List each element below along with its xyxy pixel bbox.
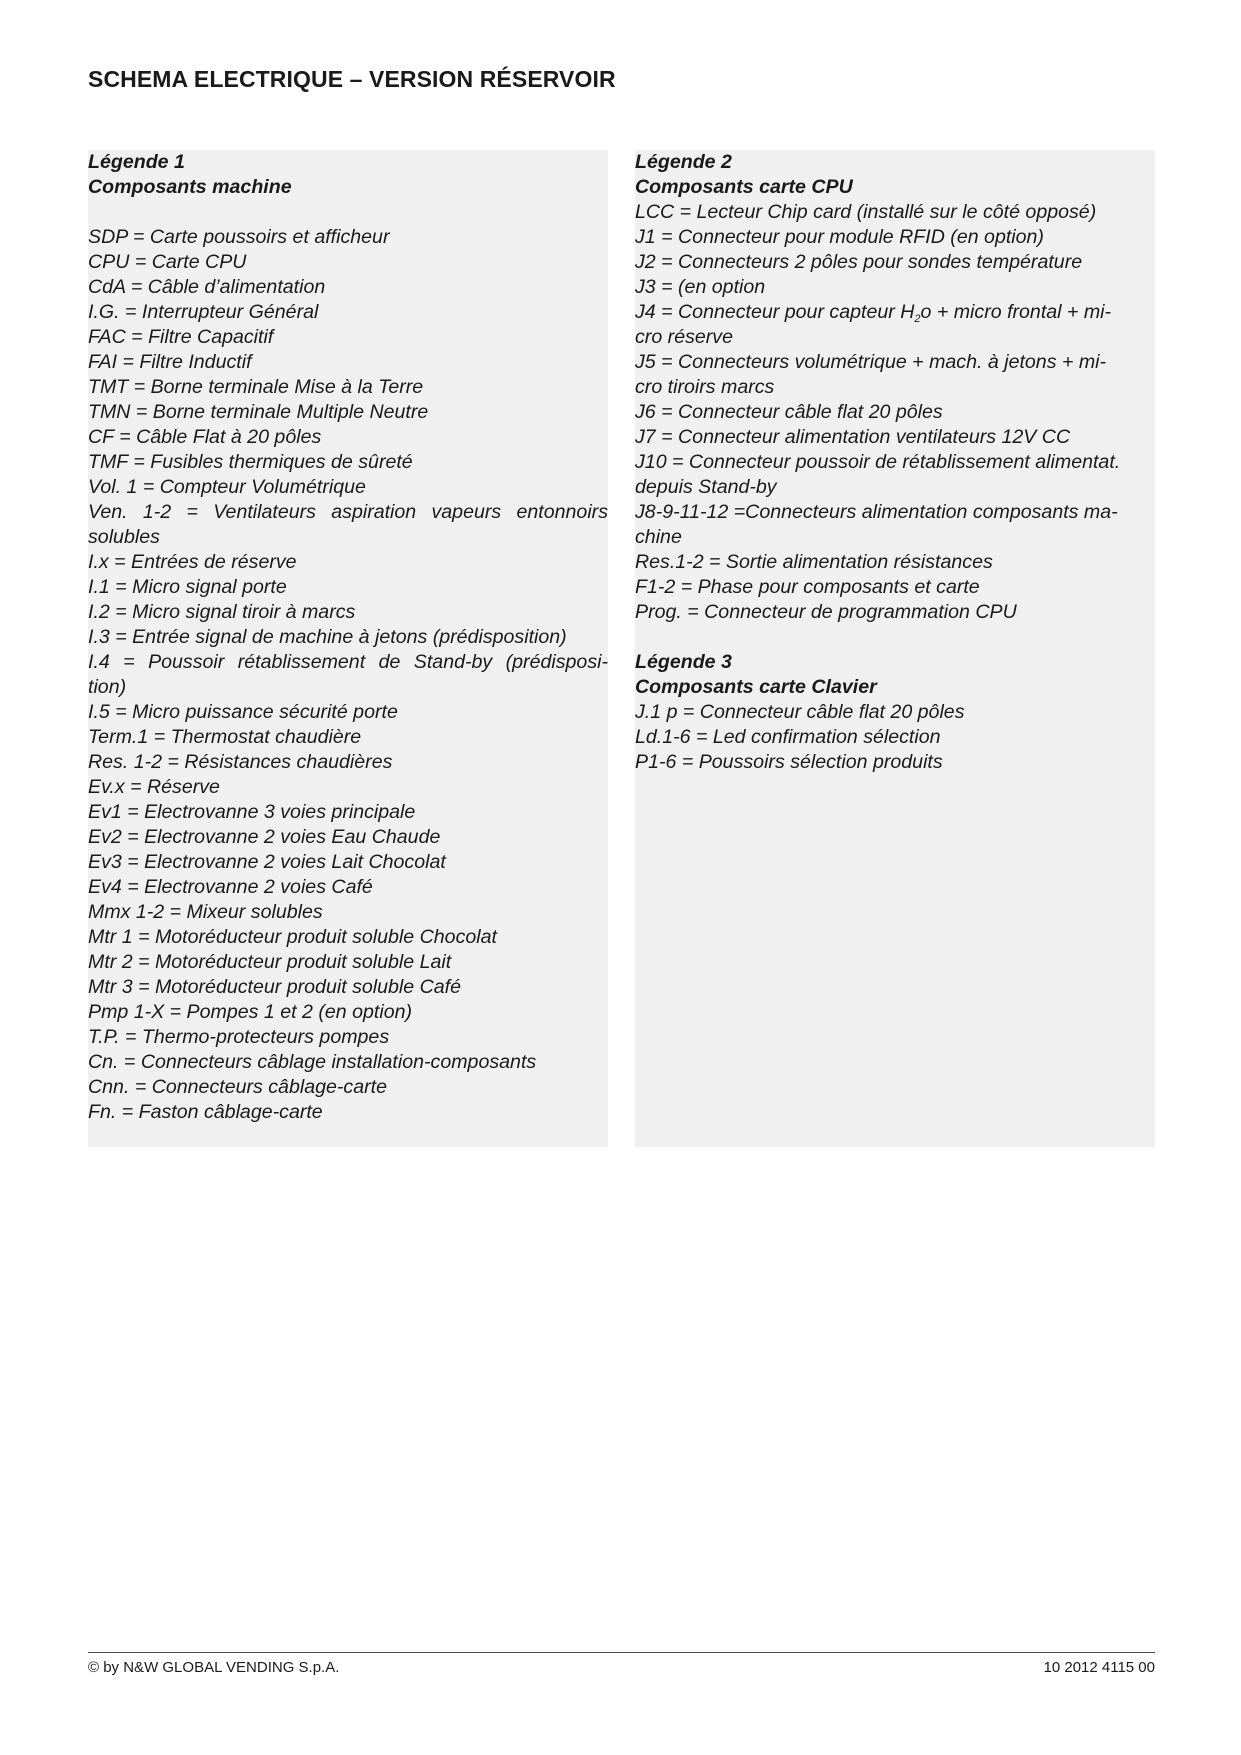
legend-1-item: Ven. 1-2 = Ventilateurs aspiration vapeurs entonnoirs bbox=[88, 501, 608, 523]
legend-1-item: Cn. = Connecteurs câblage installation-composants bbox=[88, 1051, 537, 1073]
legend-1-item: Ev2 = Electrovanne 2 voies Eau Chaude bbox=[88, 826, 441, 848]
legend-1-item: Pmp 1-X = Pompes 1 et 2 (en option) bbox=[88, 1001, 413, 1023]
legend-2-panel bbox=[635, 150, 1155, 1147]
legend-1-item: TMN = Borne terminale Multiple Neutre bbox=[88, 401, 429, 423]
legend-3-item: P1-6 = Poussoirs sélection produits bbox=[635, 751, 943, 773]
legend-2-item: F1-2 = Phase pour composants et carte bbox=[635, 576, 980, 598]
legend-2-item: Res.1-2 = Sortie alimentation résistances bbox=[635, 551, 993, 573]
legend-2-item: J8-9-11-12 =Connecteurs alimentation composants ma- bbox=[635, 501, 1118, 523]
legend-2-item: LCC = Lecteur Chip card (installé sur le côté opposé) bbox=[635, 201, 1097, 223]
legend-2-item: J6 = Connecteur câble flat 20 pôles bbox=[635, 401, 943, 423]
legend-1-item: Ev4 = Electrovanne 2 voies Café bbox=[88, 876, 373, 898]
legend-1-heading: Légende 1 bbox=[88, 151, 185, 173]
legend-2-item: J2 = Connecteurs 2 pôles pour sondes température bbox=[635, 251, 1083, 273]
footer-doc-number: 10 2012 4115 00 bbox=[1043, 1659, 1155, 1676]
legend-2-item: Prog. = Connecteur de programmation CPU bbox=[635, 601, 1017, 623]
legend-1-item: TMT = Borne terminale Mise à la Terre bbox=[88, 376, 424, 398]
legend-2-item: cro tiroirs marcs bbox=[635, 376, 775, 398]
legend-1-item: FAC = Filtre Capacitif bbox=[88, 326, 274, 348]
footer-copyright: © by N&W GLOBAL VENDING S.p.A. bbox=[88, 1659, 340, 1676]
legend-2-item: J7 = Connecteur alimentation ventilateurs 12V CC bbox=[635, 426, 1071, 448]
legend-1-item: Term.1 = Thermostat chaudière bbox=[88, 726, 362, 748]
legend-3-heading: Légende 3 bbox=[635, 651, 732, 673]
legend-1-item: CF = Câble Flat à 20 pôles bbox=[88, 426, 322, 448]
legend-1-item: CdA = Câble d’alimentation bbox=[88, 276, 326, 298]
legend-1-item: Mtr 3 = Motoréducteur produit soluble Café bbox=[88, 976, 462, 998]
footer-divider bbox=[88, 1652, 1155, 1653]
legend-1-item: Ev.x = Réserve bbox=[88, 776, 220, 798]
legend-3-item: J.1 p = Connecteur câble flat 20 pôles bbox=[635, 701, 965, 723]
legend-1-item: I.x = Entrées de réserve bbox=[88, 551, 297, 573]
legend-1-item: Mmx 1-2 = Mixeur solubles bbox=[88, 901, 323, 923]
legend-1-item: Cnn. = Connecteurs câblage-carte bbox=[88, 1076, 387, 1098]
legend-2-item: depuis Stand-by bbox=[635, 476, 777, 498]
legend-1-panel bbox=[88, 150, 608, 1147]
legend-1-item: I.1 = Micro signal porte bbox=[88, 576, 287, 598]
legend-2-item: J3 = (en option bbox=[635, 276, 766, 298]
legend-1-subheading: Composants machine bbox=[88, 176, 292, 198]
legend-2-item: J10 = Connecteur poussoir de rétablissement alimentat. bbox=[635, 451, 1121, 473]
legend-2-item: J1 = Connecteur pour module RFID (en option) bbox=[635, 226, 1044, 248]
spacer bbox=[88, 200, 608, 225]
page-title: SCHEMA ELECTRIQUE – VERSION RÉSERVOIR bbox=[88, 66, 616, 92]
legend-2-item: chine bbox=[635, 526, 682, 548]
legend-2-subheading: Composants carte CPU bbox=[635, 176, 853, 198]
legend-1-item: I.G. = Interrupteur Général bbox=[88, 301, 319, 323]
j4-text-part2: o + micro frontal + mi- bbox=[920, 301, 1112, 323]
legend-3-subheading: Composants carte Clavier bbox=[635, 676, 877, 698]
legend-1-item: I.2 = Micro signal tiroir à marcs bbox=[88, 601, 356, 623]
legend-1-item: tion) bbox=[88, 676, 127, 698]
spacer bbox=[635, 625, 1155, 650]
legend-1-item: I.5 = Micro puissance sécurité porte bbox=[88, 701, 398, 723]
legend-1-item: I.4 = Poussoir rétablissement de Stand-by (prédisposi- bbox=[88, 651, 608, 673]
legend-1-item: Vol. 1 = Compteur Volumétrique bbox=[88, 476, 366, 498]
legend-2-item: J5 = Connecteurs volumétrique + mach. à jetons + mi- bbox=[635, 351, 1107, 373]
legend-1-item: T.P. = Thermo-protecteurs pompes bbox=[88, 1026, 390, 1048]
legend-1-item: I.3 = Entrée signal de machine à jetons (prédisposition) bbox=[88, 626, 567, 648]
legend-1-item: TMF = Fusibles thermiques de sûreté bbox=[88, 451, 413, 473]
legend-3-item: Ld.1-6 = Led confirmation sélection bbox=[635, 726, 941, 748]
legend-1-item: Ev1 = Electrovanne 3 voies principale bbox=[88, 801, 416, 823]
legend-1-item: Mtr 1 = Motoréducteur produit soluble Chocolat bbox=[88, 926, 497, 948]
legend-1-item: FAI = Filtre Inductif bbox=[88, 351, 252, 373]
legend-1-item: Ev3 = Electrovanne 2 voies Lait Chocolat bbox=[88, 851, 446, 873]
legend-2-item-j4 bbox=[635, 300, 1155, 325]
legend-2-heading: Légende 2 bbox=[635, 151, 732, 173]
legend-1-item: solubles bbox=[88, 526, 160, 548]
legend-1-item: SDP = Carte poussoirs et afficheur bbox=[88, 226, 390, 248]
legend-1-item: Mtr 2 = Motoréducteur produit soluble Lait bbox=[88, 951, 452, 973]
legend-2-item: cro réserve bbox=[635, 326, 733, 348]
legend-1-item: Fn. = Faston câblage-carte bbox=[88, 1101, 323, 1123]
j4-subscript: 2 bbox=[914, 313, 921, 325]
legend-1-item: CPU = Carte CPU bbox=[88, 251, 247, 273]
legend-1-item: Res. 1-2 = Résistances chaudières bbox=[88, 751, 393, 773]
j4-text-part1: J4 = Connecteur pour capteur H bbox=[635, 301, 915, 323]
